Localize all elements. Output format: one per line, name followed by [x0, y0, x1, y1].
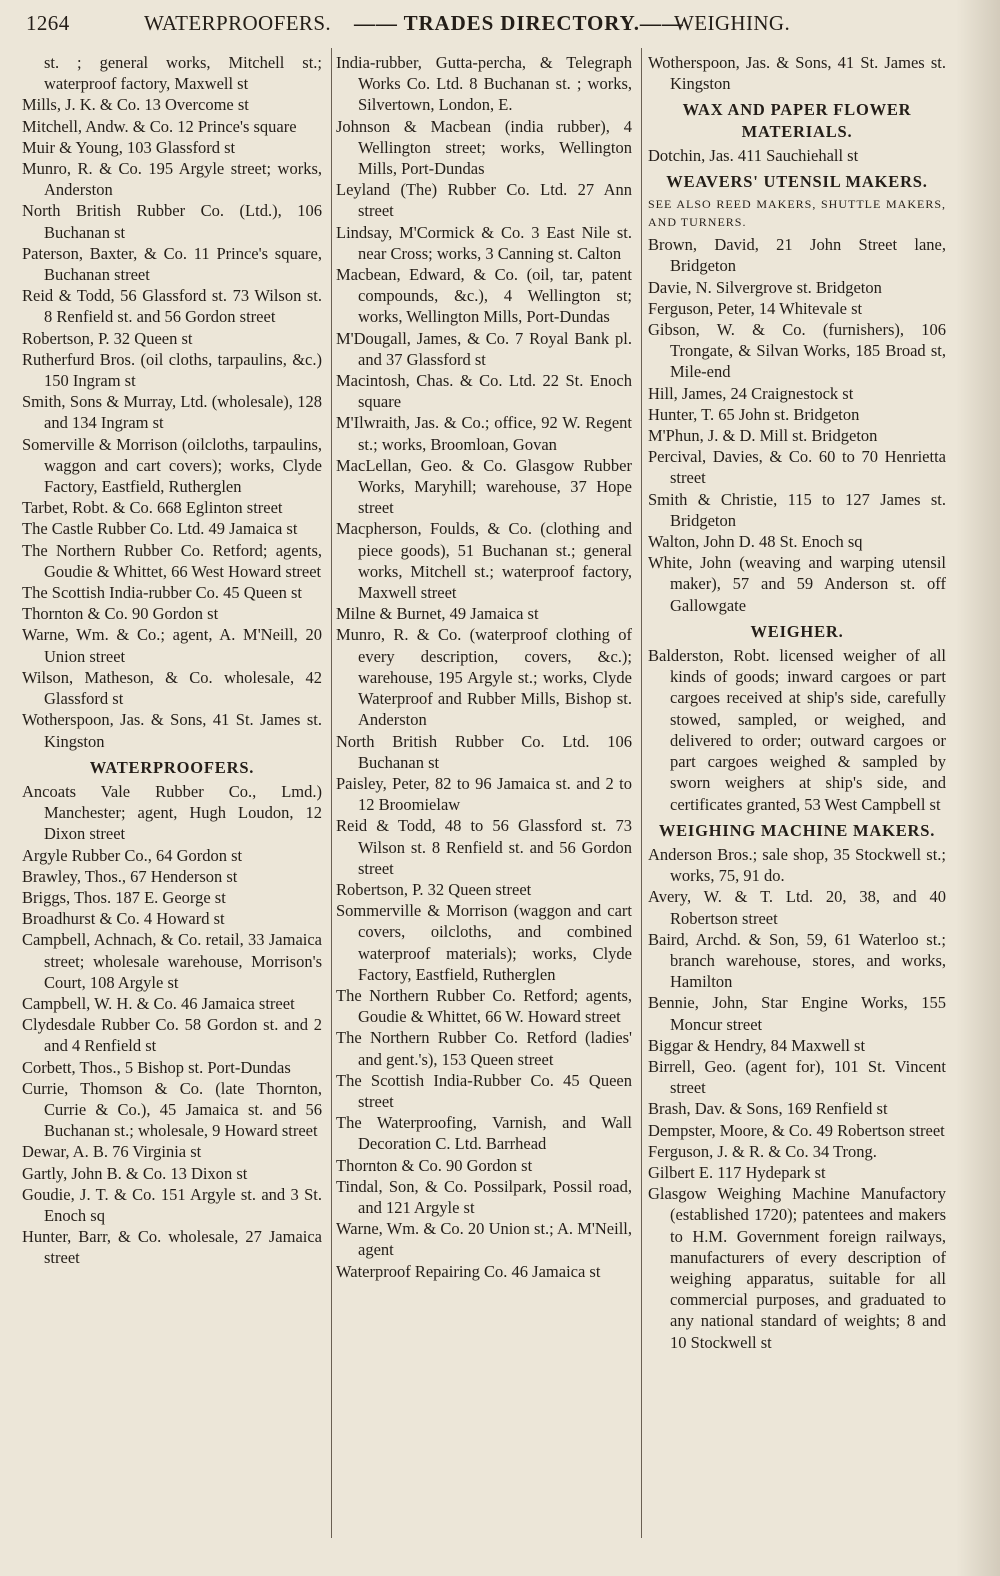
directory-entry: Broadhurst & Co. 4 Howard st [22, 909, 225, 929]
directory-entry: Biggar & Hendry, 84 Maxwell st [648, 1035, 866, 1055]
directory-entry: Sommerville & Morrison (waggon and cart covers, oilcloths, and combined waterproof materials); works, Clyde Factory, Eastfield, Rutherglen [336, 901, 632, 984]
directory-entry: Robertson, P. 32 Queen street [336, 879, 532, 899]
directory-entry: M'Ilwraith, Jas. & Co.; office, 92 W. Regent st.; works, Broomloan, Govan [336, 413, 632, 454]
directory-entry: Bennie, John, Star Engine Works, 155 Moncur street [648, 993, 946, 1034]
directory-entry: The Northern Rubber Co. Retford (ladies' and gent.'s), 153 Queen street [336, 1028, 632, 1069]
directory-entry: Hill, James, 24 Craignestock st [648, 383, 854, 403]
directory-entry: Munro, R. & Co. (waterproof clothing of every description, covers, &c.); warehouse, 195 Argyle st.; works, Clyde Waterproof and Rubber Mills, Bishop st. Anderston [336, 625, 632, 730]
directory-entry: Lindsay, M'Cormick & Co. 3 East Nile st. near Cross; works, 3 Canning st. Calton [336, 222, 632, 263]
directory-entry: Birrell, Geo. (agent for), 101 St. Vincent street [648, 1056, 946, 1098]
directory-entry: Ferguson, Peter, 14 Whitevale st [648, 298, 863, 318]
directory-entry: MacLellan, Geo. & Co. Glasgow Rubber Works, Maryhill; warehouse, 37 Hope street [336, 455, 632, 518]
directory-entry: Avery, W. & T. Ltd. 20, 38, and 40 Robertson street [648, 887, 946, 928]
directory-entry: Dewar, A. B. 76 Virginia st [22, 1142, 202, 1162]
directory-entry: The Scottish India-rubber Co. 45 Queen st [22, 583, 302, 603]
directory-entry: The Northern Rubber Co. Retford; agents, Goudie & Whittet, 66 West Howard street [22, 540, 322, 581]
directory-entry: Macintosh, Chas. & Co. Ltd. 22 St. Enoch square [336, 371, 632, 412]
directory-entry: Thornton & Co. 90 Gordon st [22, 604, 219, 624]
directory-entry: Gibson, W. & Co. (furnishers), 106 Trongate, & Silvan Works, 185 Broad st, Mile-end [648, 320, 946, 382]
directory-entry: Tarbet, Robt. & Co. 668 Eglinton street [22, 498, 283, 518]
directory-entry: Mitchell, Andw. & Co. 12 Prince's square [22, 116, 297, 136]
directory-entry-continuation: st. ; general works, Mitchell st.; waterproof factory, Maxwell st [44, 53, 322, 94]
directory-entry: Mills, J. K. & Co. 13 Overcome st [22, 95, 249, 115]
directory-entry: Paisley, Peter, 82 to 96 Jamaica st. and 2 to 12 Broomielaw [336, 773, 632, 815]
directory-entry: India-rubber, Gutta-percha, & Telegraph Works Co. Ltd. 8 Buchanan st. ; works, Silvertown, London, E. [336, 53, 632, 115]
directory-entry: Walton, John D. 48 St. Enoch sq [648, 532, 863, 552]
section-heading: WEIGHING MACHINE MAKERS. [658, 820, 936, 840]
directory-entry: Reid & Todd, 48 to 56 Glassford st. 73 Wilson st. 8 Renfield st. and 56 Gordon street [336, 816, 632, 878]
directory-entry: Percival, Davies, & Co. 60 to 70 Henrietta street [648, 447, 946, 488]
directory-entry: M'Dougall, James, & Co. 7 Royal Bank pl. and 37 Glassford st [336, 328, 632, 369]
directory-entry: Brash, Dav. & Sons, 169 Renfield st [648, 1099, 888, 1119]
directory-entry: The Northern Rubber Co. Retford; agents, Goudie & Whittet, 66 W. Howard street [336, 985, 632, 1027]
directory-entry: Gartly, John B. & Co. 13 Dixon st [22, 1163, 248, 1183]
directory-entry: Hunter, Barr, & Co. wholesale, 27 Jamaica street [22, 1227, 322, 1268]
directory-entry: Smith & Christie, 115 to 127 James st. Bridgeton [648, 489, 946, 530]
directory-entry: Smith, Sons & Murray, Ltd. (wholesale), 128 and 134 Ingram st [22, 392, 322, 433]
directory-entry: Munro, R. & Co. 195 Argyle street; works, Anderston [22, 159, 322, 200]
directory-entry: Argyle Rubber Co., 64 Gordon st [22, 845, 243, 865]
section-heading: WATERPROOFERS. [89, 757, 255, 777]
directory-entry: The Waterproofing, Varnish, and Wall Decoration C. Ltd. Barrhead [336, 1113, 632, 1154]
directory-entry: Tindal, Son, & Co. Possilpark, Possil road, and 121 Argyle st [336, 1176, 632, 1217]
cross-reference-note: SEE ALSO REED MAKERS, SHUTTLE MAKERS, AND TURNERS. [648, 197, 946, 230]
directory-entry: Goudie, J. T. & Co. 151 Argyle st. and 3 St. Enoch sq [22, 1184, 322, 1225]
directory-entry: Waterproof Repairing Co. 46 Jamaica st [336, 1261, 601, 1281]
section-heading: WEIGHER. [750, 621, 844, 641]
directory-entry: Leyland (The) Rubber Co. Ltd. 27 Ann street [336, 180, 632, 221]
directory-entry: Anderson Bros.; sale shop, 35 Stockwell st.; works, 75, 91 do. [648, 844, 946, 886]
directory-entry: Johnson & Macbean (india rubber), 4 Wellington street; works, Wellington Mills, Port-Dundas [336, 116, 632, 179]
directory-entry: Robertson, P. 32 Queen st [22, 328, 193, 348]
header-right-word: WEIGHING. [674, 11, 791, 35]
directory-entry: Ferguson, J. & R. & Co. 34 Trong. [648, 1141, 877, 1161]
directory-entry: Milne & Burnet, 49 Jamaica st [336, 604, 539, 624]
directory-entry: Davie, N. Silvergrove st. Bridgeton [648, 277, 882, 297]
section-heading: WAX AND PAPER FLOWER MATERIALS. [682, 100, 912, 141]
directory-entry: Macbean, Edward, & Co. (oil, tar, patent compounds, &c.), 4 Wellington st; works, Wellington Mills, Port-Dundas [336, 265, 632, 327]
directory-entry: Wotherspoon, Jas. & Sons, 41 St. James st. Kingston [648, 53, 946, 94]
directory-entry: Dotchin, Jas. 411 Sauchiehall st [648, 145, 859, 165]
column-2 [336, 52, 632, 1282]
directory-entry: Wilson, Matheson, & Co. wholesale, 42 Glassford st [22, 667, 322, 709]
directory-entry: Clydesdale Rubber Co. 58 Gordon st. and 2 and 4 Renfield st [22, 1015, 322, 1056]
directory-entry: Ancoats Vale Rubber Co., Lmd.) Manchester; agent, Hugh Loudon, 12 Dixon street [22, 781, 322, 844]
directory-entry: Baird, Archd. & Son, 59, 61 Waterloo st.; branch warehouse, stores, and works, Hamilton [648, 929, 946, 992]
directory-entry: Muir & Young, 103 Glassford st [22, 137, 236, 157]
directory-entry: North British Rubber Co. Ltd. 106 Buchanan st [336, 731, 632, 772]
column-divider [331, 48, 332, 1538]
directory-entry: Warne, Wm. & Co. 20 Union st.; A. M'Neill, agent [336, 1219, 632, 1260]
directory-entry: Somerville & Morrison (oilcloths, tarpaulins, waggon and cart covers); works, Clyde Factory, Eastfield, Rutherglen [22, 434, 322, 497]
directory-entry: Warne, Wm. & Co.; agent, A. M'Neill, 20 Union street [22, 625, 322, 666]
directory-entry: M'Phun, J. & D. Mill st. Bridgeton [648, 426, 878, 446]
directory-entry: Currie, Thomson & Co. (late Thornton, Currie & Co.), 45 Jamaica st. and 56 Buchanan st.; wholesale, 9 Howard street [22, 1078, 322, 1141]
directory-entry: Macpherson, Foulds, & Co. (clothing and piece goods), 51 Buchanan st.; general works, Mitchell st.; waterproof factory, Maxwell street [336, 519, 632, 603]
page-number: 1264 [26, 11, 70, 35]
directory-entry: Rutherfurd Bros. (oil cloths, tarpaulins, &c.) 150 Ingram st [22, 349, 322, 391]
page-edge-shadow [956, 0, 1000, 1576]
directory-entry: Balderston, Robt. licensed weigher of all kinds of goods; inward cargoes or part cargoes received at ship's side, carefully stowed, sampled, or weighed, and delivered to order; outward cargoes or part cargoes weighed & sampled by sworn weighers at ship's side, and certificates granted, 53 West Campbell st [648, 646, 946, 814]
column-divider [641, 48, 642, 1538]
directory-entry: Thornton & Co. 90 Gordon st [336, 1155, 533, 1175]
directory-entry: Brown, David, 21 John Street lane, Bridgeton [648, 235, 946, 276]
directory-entry: Wotherspoon, Jas. & Sons, 41 St. James st. Kingston [22, 710, 322, 751]
directory-entry: Reid & Todd, 56 Glassford st. 73 Wilson st. 8 Renfield st. and 56 Gordon street [22, 286, 322, 327]
directory-entry: Glasgow Weighing Machine Manufactory (established 1720); patentees and makers to H.M. Government foreign railways, manufacturers of every description of weighing apparatus, suitable for all commercial purposes, and graduated to any national standard of weights; 8 and 10 Stockwell st [648, 1184, 946, 1352]
page-header [26, 8, 956, 38]
directory-entry: Corbett, Thos., 5 Bishop st. Port-Dundas [22, 1057, 291, 1077]
header-left-word: WATERPROOFERS. [144, 11, 332, 35]
section-heading: WEAVERS' UTENSIL MAKERS. [666, 172, 928, 192]
directory-entry: The Castle Rubber Co. Ltd. 49 Jamaica st [22, 519, 298, 539]
directory-entry: Paterson, Baxter, & Co. 11 Prince's square, Buchanan street [22, 243, 322, 285]
directory-entry: Dempster, Moore, & Co. 49 Robertson street [648, 1120, 945, 1140]
column-3 [648, 52, 946, 1353]
directory-entry: North British Rubber Co. (Ltd.), 106 Buchanan st [22, 201, 322, 242]
directory-entry: Campbell, W. H. & Co. 46 Jamaica street [22, 993, 295, 1013]
column-1 [22, 52, 322, 1269]
directory-entry: Gilbert E. 117 Hydepark st [648, 1162, 826, 1182]
directory-entry: Campbell, Achnach, & Co. retail, 33 Jamaica street; wholesale warehouse, Morrison's Court, 108 Argyle st [22, 930, 322, 992]
directory-entry: The Scottish India-Rubber Co. 45 Queen street [336, 1070, 632, 1111]
directory-entry: Briggs, Thos. 187 E. George st [22, 887, 226, 907]
directory-entry: Brawley, Thos., 67 Henderson st [22, 866, 238, 886]
directory-entry: White, John (weaving and warping utensil maker), 57 and 59 Anderson st. off Gallowgate [648, 553, 946, 615]
directory-entry: Hunter, T. 65 John st. Bridgeton [648, 404, 860, 424]
header-title: —— TRADES DIRECTORY.—— [354, 11, 684, 35]
